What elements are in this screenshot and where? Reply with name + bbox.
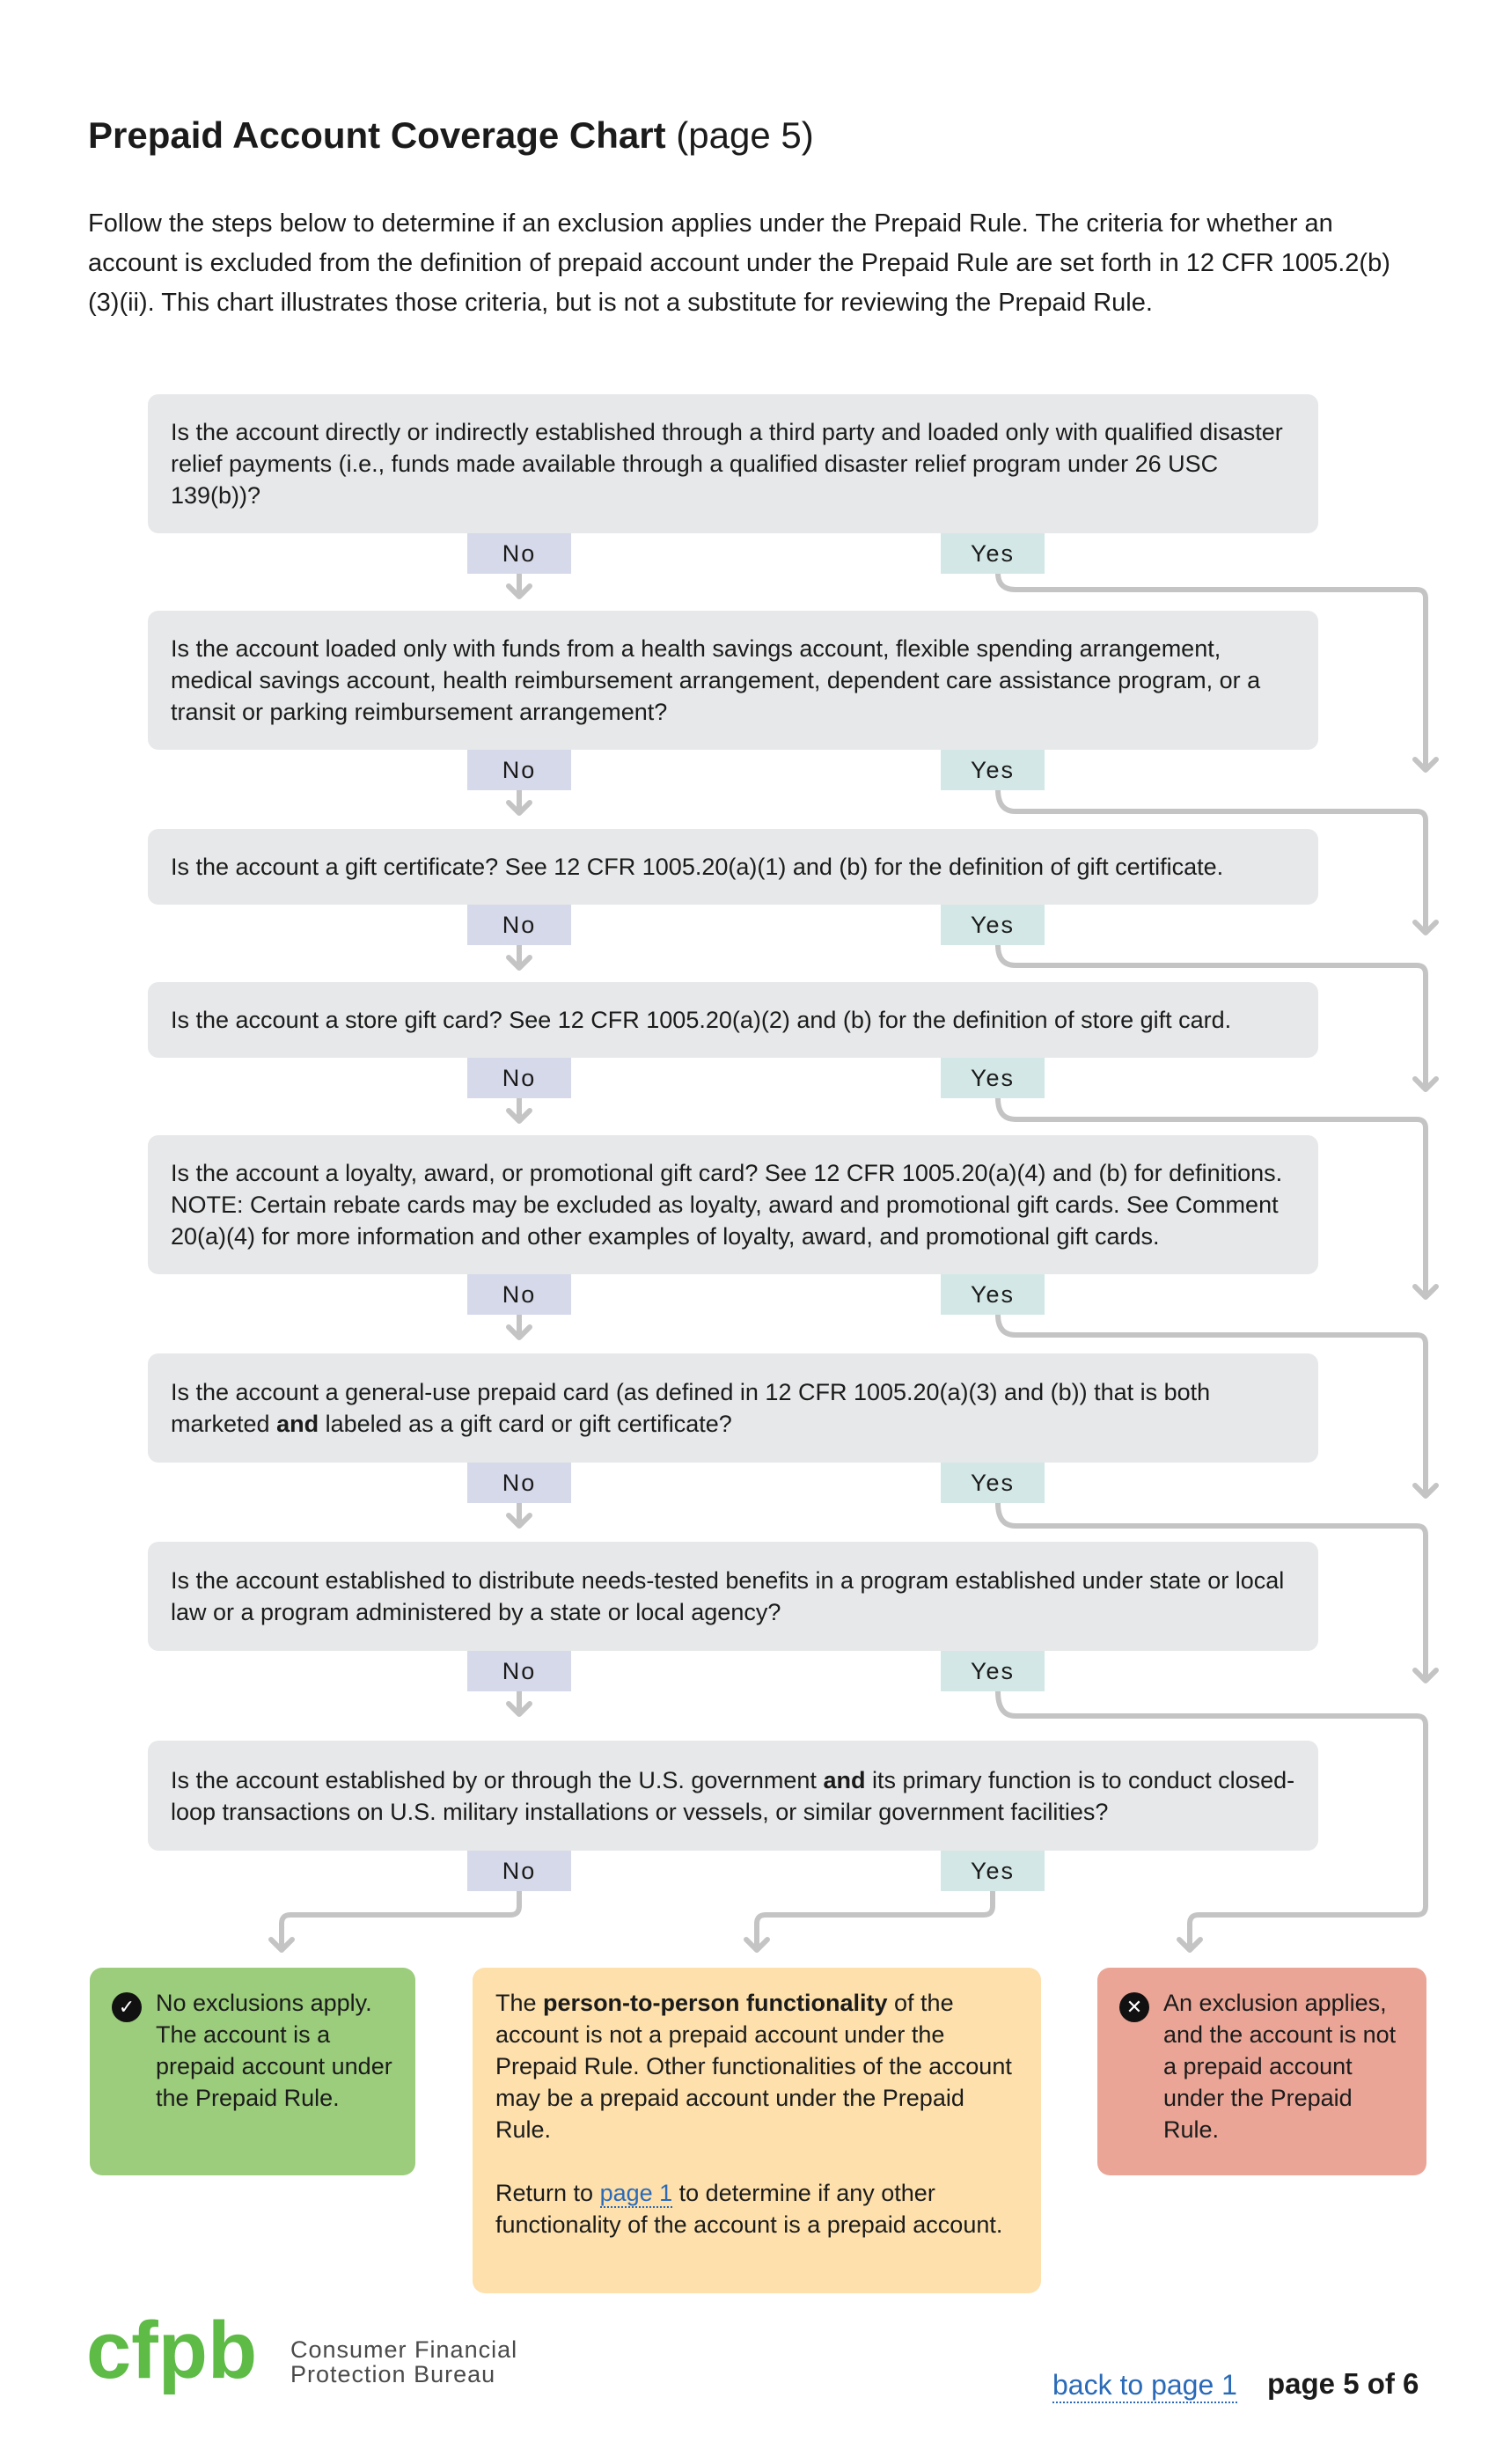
no-pill-6: No <box>467 1463 571 1503</box>
no-pill-1: No <box>467 533 571 574</box>
org-line-1: Consumer Financial <box>290 2336 518 2363</box>
p2p-paragraph <box>495 1987 1018 2145</box>
question-text-part: Is the account a general-use prepaid card (as defined in 12 CFR 1005.20(a)(3) and (b)) that is both marketed <box>171 1379 1211 1437</box>
p2p-rest: of the account is not a prepaid account under the Prepaid Rule. Other functionalities of the account may be a prepaid account under the Prepaid Rule. <box>495 1990 1012 2143</box>
no-arrow-3 <box>509 945 530 968</box>
yes-pill-4: Yes <box>941 1058 1045 1098</box>
no-pill-3: No <box>467 905 571 945</box>
no-pill-8: No <box>467 1851 571 1891</box>
question-text: Is the account directly or indirectly established through a third party and loaded only with qualified disaster relief payments (i.e., funds made available through a qualified disaster relief program under 26 USC 139(b))? <box>171 419 1283 509</box>
yes-pill-1: Yes <box>941 533 1045 574</box>
intro-paragraph: Follow the steps below to determine if an exclusion applies under the Prepaid Rule. The criteria for whether an account is excluded from the definition of prepaid account under the Prepaid Rule are set forth in 12 CFR 1005.2(b)(3)(ii). This chart illustrates those criteria, but is not a substitute for reviewing the Prepaid Rule. <box>88 209 1390 317</box>
question-text: Is the account a loyalty, award, or promotional gift card? See 12 CFR 1005.20(a)(4) and (b) for definitions. NOTE: Certain rebate cards may be excluded as loyalty, award and promotional gift cards. See Comment 20(a)(4) for more information and other examples of loyalty, award, and promotional gift cards. <box>171 1160 1283 1250</box>
question-text-bold: and <box>276 1411 319 1437</box>
question-text <box>171 1764 1295 1828</box>
question-box-6 <box>148 1353 1318 1463</box>
no-pill-5: No <box>467 1274 571 1315</box>
p2p-lead: The <box>495 1990 544 2016</box>
question-box-2 <box>148 611 1318 750</box>
org-line-2: Protection Bureau <box>290 2361 496 2387</box>
question-box-3 <box>148 829 1318 905</box>
question-text-part: labeled as a gift card or gift certificate? <box>319 1411 732 1437</box>
return-rest: to determine if any other functionality of the account is a prepaid account. <box>495 2180 1003 2238</box>
cfpb-logo-text: cfpb <box>86 2316 258 2395</box>
page-number: page 5 of 6 <box>1267 2367 1419 2400</box>
question-text-bold: and <box>823 1766 866 1793</box>
yes-pill-8: Yes <box>941 1851 1045 1891</box>
question-text-part: Is the account established by or through the U.S. government <box>171 1766 824 1793</box>
yes-pill-5: Yes <box>941 1274 1045 1315</box>
return-paragraph <box>495 2177 1018 2240</box>
no-arrow-final <box>271 1891 519 1950</box>
yes-pill-6: Yes <box>941 1463 1045 1503</box>
question-text: Is the account established to distribute needs-tested benefits in a program established under state or local law or a program administered by a state or local agency? <box>171 1567 1285 1625</box>
question-text-part: its primary function is to conduct closed-loop transactions on U.S. military installations or vessels, or similar government facilities? <box>171 1766 1295 1825</box>
result-text: An exclusion applies, and the account is not a prepaid account under the Prepaid Rule. <box>1163 1990 1397 2143</box>
result-exclusion <box>1097 1968 1426 2175</box>
back-to-page-1-link[interactable]: back to page 1 <box>1052 2369 1237 2403</box>
check-icon: ✓ <box>112 1992 142 2022</box>
title-main: Prepaid Account Coverage Chart <box>88 114 666 156</box>
result-no-exclusion <box>90 1968 415 2175</box>
yes-pill-2: Yes <box>941 750 1045 790</box>
question-text: Is the account a store gift card? See 12 CFR 1005.20(a)(2) and (b) for the definition of store gift card. <box>171 1007 1232 1033</box>
question-text <box>171 1376 1295 1440</box>
no-arrow-7 <box>509 1691 530 1714</box>
page-1-link[interactable]: page 1 <box>599 2180 673 2206</box>
question-box-1 <box>148 394 1318 533</box>
return-lead: Return to <box>495 2180 600 2206</box>
no-arrow-5 <box>509 1315 530 1338</box>
org-name <box>290 2337 517 2387</box>
result-text: No exclusions apply. The account is a prepaid account under the Prepaid Rule. <box>156 1990 392 2111</box>
no-pill-4: No <box>467 1058 571 1098</box>
cfpb-logo <box>86 2316 275 2404</box>
yes-arrow-final <box>746 1891 993 1950</box>
yes-pill-3: Yes <box>941 905 1045 945</box>
title-suffix: (page 5) <box>676 114 814 156</box>
question-text: Is the account a gift certificate? See 12 CFR 1005.20(a)(1) and (b) for the definition of gift certificate. <box>171 854 1224 880</box>
no-arrow-6 <box>509 1503 530 1526</box>
question-box-4 <box>148 982 1318 1058</box>
question-box-7 <box>148 1542 1318 1651</box>
x-icon: ✕ <box>1119 1992 1149 2022</box>
no-pill-2: No <box>467 750 571 790</box>
result-person-to-person <box>473 1968 1041 2293</box>
question-box-8 <box>148 1741 1318 1851</box>
no-arrow-2 <box>509 789 530 813</box>
p2p-bold: person-to-person functionality <box>543 1990 888 2016</box>
no-pill-7: No <box>467 1651 571 1691</box>
result-text <box>495 1987 1018 2240</box>
question-text: Is the account loaded only with funds from a health savings account, flexible spending arrangement, medical savings account, health reimbursement arrangement, dependent care assistance program, or a transit or parking reimbursement arrangement? <box>171 635 1261 725</box>
no-arrow-4 <box>509 1098 530 1121</box>
yes-pill-7: Yes <box>941 1651 1045 1691</box>
question-box-5 <box>148 1135 1318 1274</box>
no-arrow-1 <box>509 573 530 597</box>
